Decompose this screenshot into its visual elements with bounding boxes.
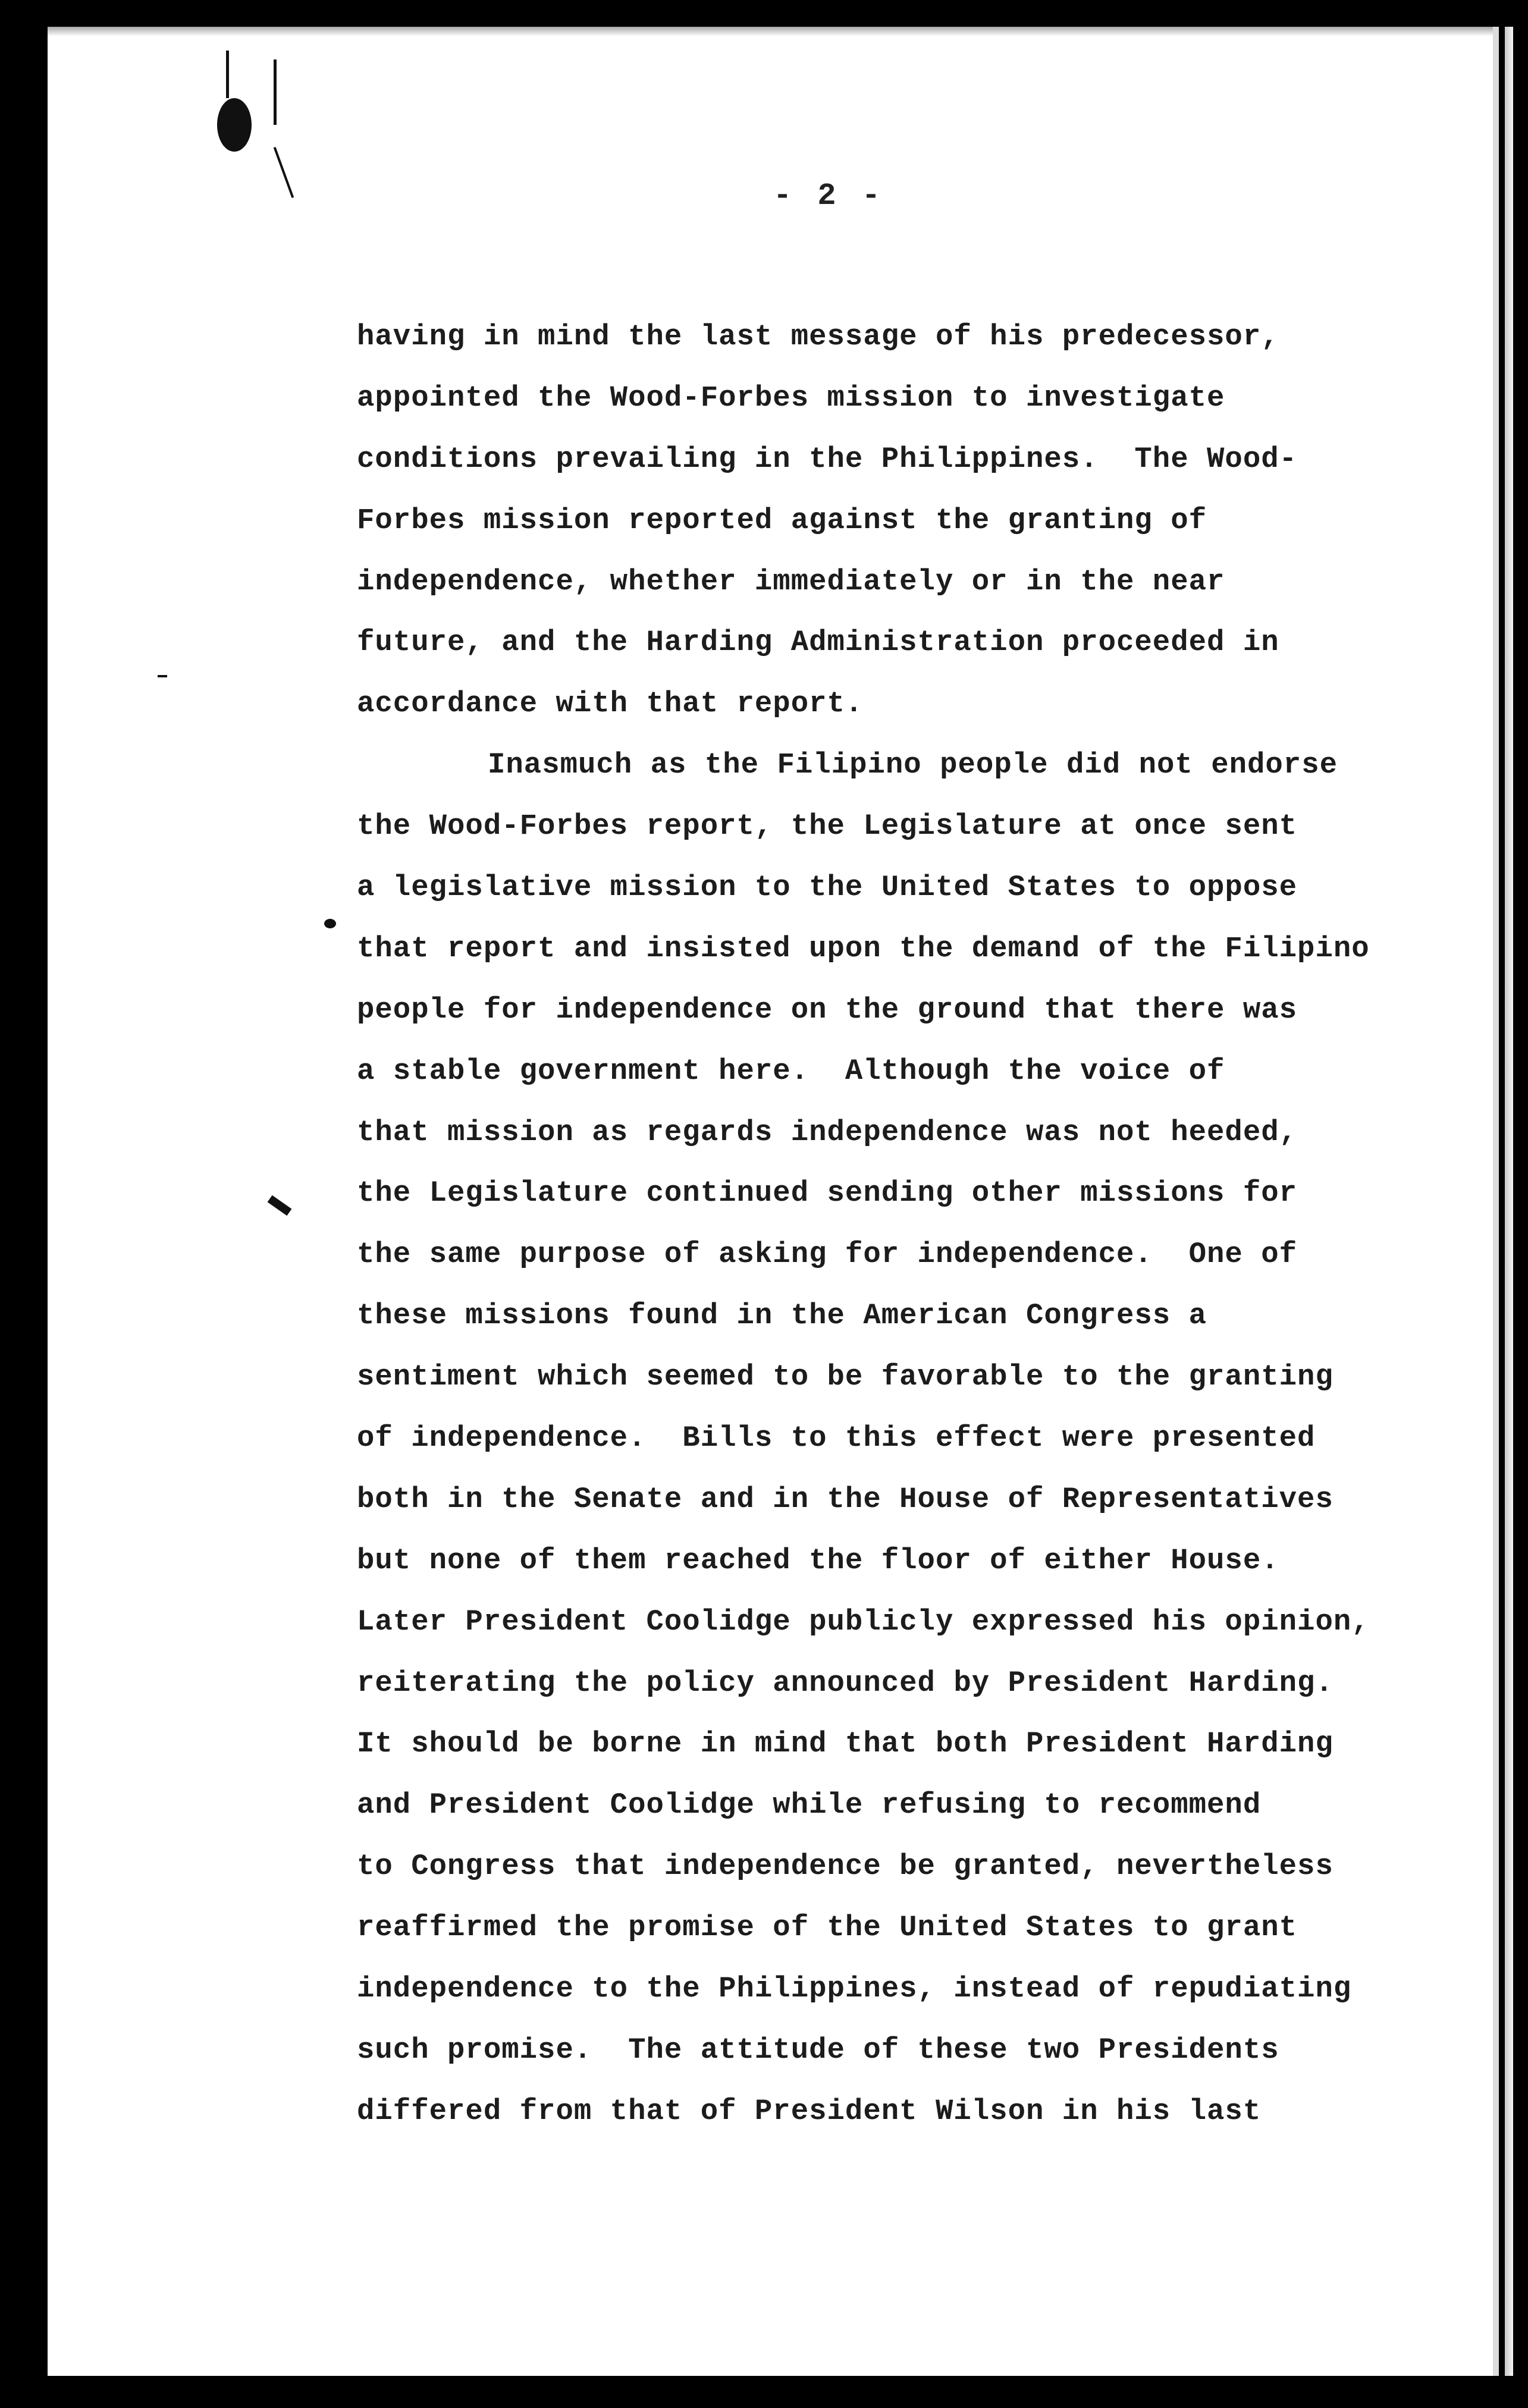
text-line: conditions prevailing in the Philippines. The Wood- xyxy=(357,442,1298,476)
stray-mark xyxy=(324,919,336,928)
text-line: the Legislature continued sending other missions for xyxy=(357,1176,1298,1210)
punch-hole-mark xyxy=(217,98,252,152)
stray-mark xyxy=(268,1195,292,1216)
text-line: that report and insisted upon the demand of the Filipino xyxy=(357,931,1370,965)
text-line: future, and the Harding Administration proceeded in xyxy=(357,626,1279,660)
text-line: Inasmuch as the Filipino people did not endorse xyxy=(488,748,1338,782)
text-line: independence, whether immediately or in the near xyxy=(357,564,1225,598)
text-line: both in the Senate and in the House of Representatives xyxy=(357,1482,1334,1516)
document-page xyxy=(48,27,1499,2376)
text-line: but none of them reached the floor of either House. xyxy=(357,1543,1279,1577)
body-text xyxy=(357,306,1457,2142)
page-number: - 2 - xyxy=(773,178,884,214)
text-line: Forbes mission reported against the granting of xyxy=(357,503,1207,537)
text-line: a legislative mission to the United States to oppose xyxy=(357,871,1298,905)
text-line: such promise. The attitude of these two Presidents xyxy=(357,2033,1279,2067)
text-line: reaffirmed the promise of the United States to grant xyxy=(357,1911,1298,1945)
text-line: people for independence on the ground that there was xyxy=(357,993,1298,1026)
text-line: having in mind the last message of his predecessor, xyxy=(357,320,1279,353)
text-line: these missions found in the American Congress a xyxy=(357,1299,1207,1333)
text-line: Later President Coolidge publicly expressed his opinion, xyxy=(357,1605,1370,1638)
text-line: and President Coolidge while refusing to recommend xyxy=(357,1788,1262,1822)
text-line: appointed the Wood-Forbes mission to investigate xyxy=(357,381,1225,415)
text-line: a stable government here. Although the voice of xyxy=(357,1054,1225,1088)
scratch-mark xyxy=(274,59,277,125)
text-line: sentiment which seemed to be favorable to the granting xyxy=(357,1360,1334,1394)
text-line: independence to the Philippines, instead of repudiating xyxy=(357,1972,1352,2006)
text-line: reiterating the policy announced by President Harding. xyxy=(357,1666,1334,1700)
scratch-mark xyxy=(274,147,294,198)
scratch-mark xyxy=(226,51,229,98)
text-line: differed from that of President Wilson in his last xyxy=(357,2094,1262,2128)
text-line: accordance with that report. xyxy=(357,687,864,721)
text-line: It should be borne in mind that both President Harding xyxy=(357,1727,1334,1761)
text-line: of independence. Bills to this effect were presented xyxy=(357,1421,1316,1455)
stray-mark xyxy=(158,675,167,677)
text-line: the same purpose of asking for independence. One of xyxy=(357,1238,1298,1272)
page-top-edge xyxy=(48,27,1493,36)
text-line: the Wood-Forbes report, the Legislature at once sent xyxy=(357,809,1298,843)
text-line: to Congress that independence be granted, nevertheless xyxy=(357,1850,1334,1883)
page-right-edge xyxy=(1505,27,1513,2376)
text-line: that mission as regards independence was not heeded, xyxy=(357,1115,1298,1149)
